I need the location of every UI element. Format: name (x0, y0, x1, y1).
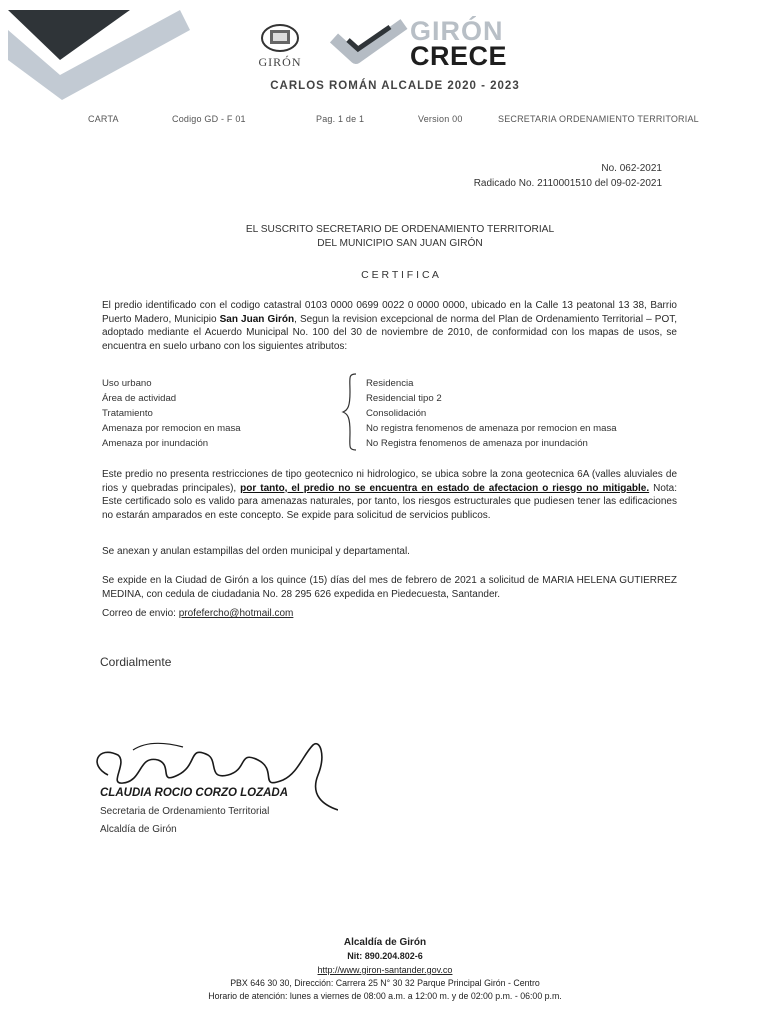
brand-crece: CRECE (410, 41, 508, 71)
attribute-values: Residencia Residencial tipo 2 Consolidación No registra fenomenos de amenaza por remocion en masa No Registra fenomenos de amenaza por inundación (366, 378, 617, 449)
signature-icon (88, 735, 338, 815)
brand-check-icon (330, 18, 410, 66)
radicado-number: Radicado No. 2110001510 del 09-02-2021 (473, 178, 662, 189)
doc-code: Codigo GD - F 01 (172, 114, 246, 124)
email-line: Correo de envio: profefercho@hotmail.com (102, 608, 294, 619)
chevron-decoration-icon (0, 0, 200, 110)
footer-address: PBX 646 30 30, Dirección: Carrera 25 N° 30 32 Parque Principal Girón - Centro (230, 978, 540, 988)
mayor-line: CARLOS ROMÁN ALCALDE 2020 - 2023 (270, 80, 520, 92)
certifica-heading: C E R T I F I C A (361, 269, 439, 281)
footer-org: Alcaldía de Girón (343, 937, 427, 948)
paragraph-expedicion: Se expide en la Ciudad de Girón a los quince (15) días del mes de febrero de 2021 a solicitud de MARIA HELENA GUTIERREZ MEDINA, con cedula de ciudadania No. 28 295 626 expedida en Piedecuesta, Santander. (102, 575, 677, 600)
footer-nit: Nit: 890.204.802-6 (347, 951, 423, 961)
paragraph-geotecnico: Este predio no presenta restricciones de tipo geotecnico ni hidrologico, se ubica sobre la zona geotecnica 6A (valles aluviales de rios y quebradas principales), por tanto, el predio no se encuentra en estado de afectacion o riesgo no mitigable. Nota: Este certificado solo es valido para amenazas naturales, por tanto, los riesgos estructurales que pudiesen tener las edificaciones no estarán amparados en este concepto. Se expide para solicitud de servicios publicos. (102, 469, 678, 521)
brace-icon (340, 372, 358, 452)
brand-giron: GIRÓN (410, 16, 504, 46)
doc-page: Pag. 1 de 1 (316, 114, 365, 124)
signatory-name: CLAUDIA ROCIO CORZO LOZADA (100, 787, 289, 799)
paragraph-estampillas: Se anexan y anulan estampillas del orden municipal y departamental. (102, 546, 410, 557)
website-link[interactable]: http://www.giron-santander.gov.co (317, 965, 453, 975)
doc-version: Version 00 (418, 114, 463, 124)
doc-type: CARTA (88, 114, 119, 124)
closing-text: Cordialmente (100, 655, 172, 669)
footer-website (180, 965, 590, 975)
signatory-org: Alcaldía de Girón (100, 824, 177, 835)
paragraph-predio: El predio identificado con el codigo catastral 0103 0000 0699 0022 0 0000 0000, ubicado en la Calle 13 peatonal 13 38, Barrio Puerto Madero, Municipio San Juan Girón, Segun la revision excepcional de norma del Plan de Ordenamiento Territorial – POT, adoptado mediante el Acuerdo Municipal No. 100 del 30 de noviembre de 2010, de conformidad con los mapas de usos, se encuentra en suelo urbano con los siguientes atributos: (102, 300, 677, 352)
title-line-1: EL SUSCRITO SECRETARIO DE ORDENAMIENTO TERRITORIAL (245, 224, 555, 235)
seal-caption: GIRÓN (258, 55, 302, 69)
doc-office: SECRETARIA ORDENAMIENTO TERRITORIAL (498, 114, 699, 124)
title-line-2: DEL MUNICIPIO SAN JUAN GIRÓN (317, 238, 483, 249)
municipal-seal-icon (258, 22, 302, 54)
footer-hours: Horario de atención: lunes a viernes de 08:00 a.m. a 12:00 m. y de 02:00 p.m. - 06:00 p.m. (208, 991, 562, 1001)
signatory-role: Secretaria de Ordenamiento Territorial (100, 806, 270, 817)
reference-number: No. 062-2021 (601, 163, 662, 174)
attribute-labels: Uso urbano Área de actividad Tratamiento Amenaza por remocion en masa Amenaza por inundación (102, 378, 241, 449)
email-link[interactable]: profefercho@hotmail.com (178, 608, 294, 619)
